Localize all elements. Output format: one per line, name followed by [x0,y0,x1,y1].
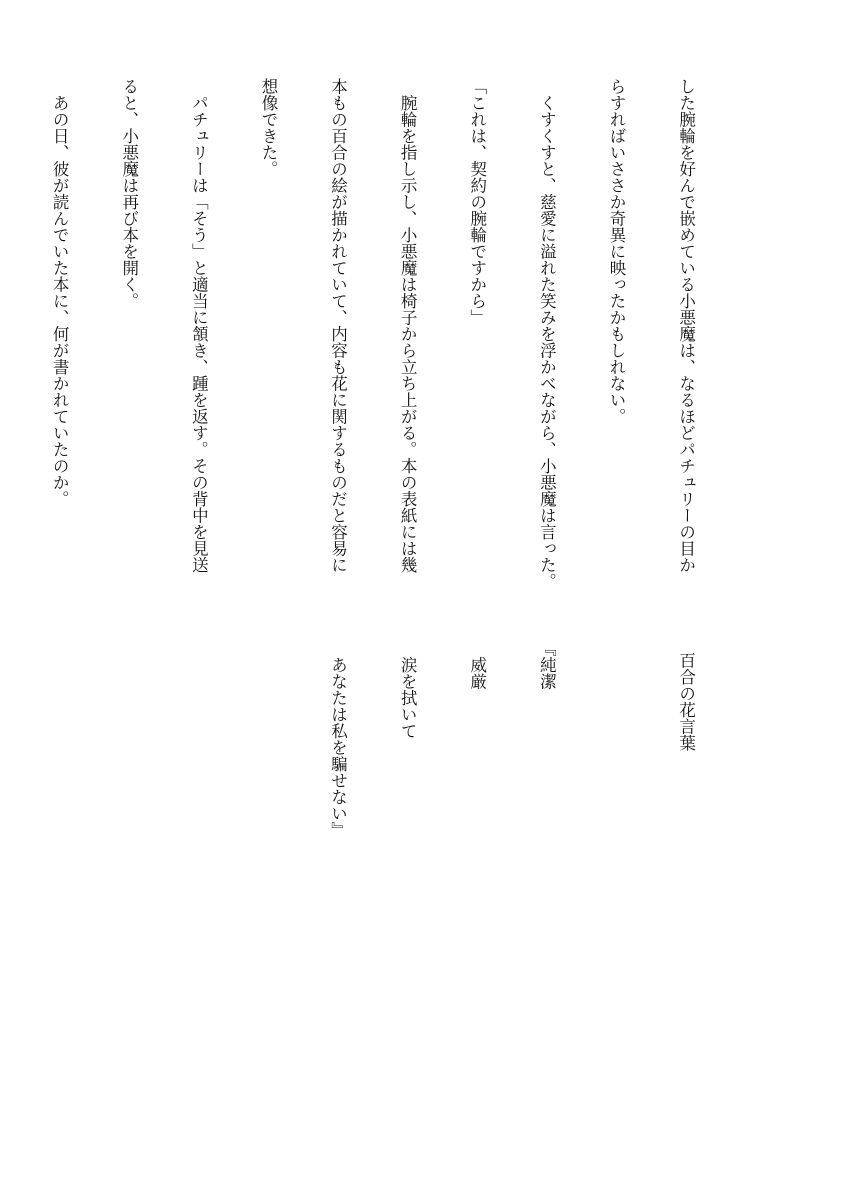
text-line: した腕輪を好んで嵌めている小悪魔は、なるほどパチュリーの目か [676,78,696,573]
text-line: あの日、彼が読んでいた本に、何が書かれていたのか。 [50,78,70,507]
poem-line: 『純潔 [537,640,557,690]
poem-title: 百合の花言葉 [676,652,696,751]
story-text-block [0,78,744,638]
text-line: 本もの百合の絵が描かれていて、内容も花に関するものだと容易に [328,78,348,573]
poem-line: 威厳 [467,640,487,690]
poem-block [280,640,744,900]
text-line: パチュリーは「そう」と適当に頷き、踵を返す。その背中を見送 [189,78,209,573]
text-line: ると、小悪魔は再び本を開く。 [119,78,139,309]
text-line: 「これは、契約の腕輪ですから」 [467,78,487,326]
poem-line: あなたは私を騙せない』 [328,640,348,838]
poem-line: 涙を拭いて [398,640,418,739]
text-line: 腕輪を指し示し、小悪魔は椅子から立ち上がる。本の表紙には幾 [398,78,418,573]
poem-spacer [605,640,628,900]
text-line: くすくすと、慈愛に溢れた笑みを浮かべながら、小悪魔は言った。 [537,78,557,590]
text-line: 想像できた。 [258,78,278,177]
text-line: らすればいささか奇異に映ったかもしれない。 [606,78,626,425]
text-line [0,78,2,638]
